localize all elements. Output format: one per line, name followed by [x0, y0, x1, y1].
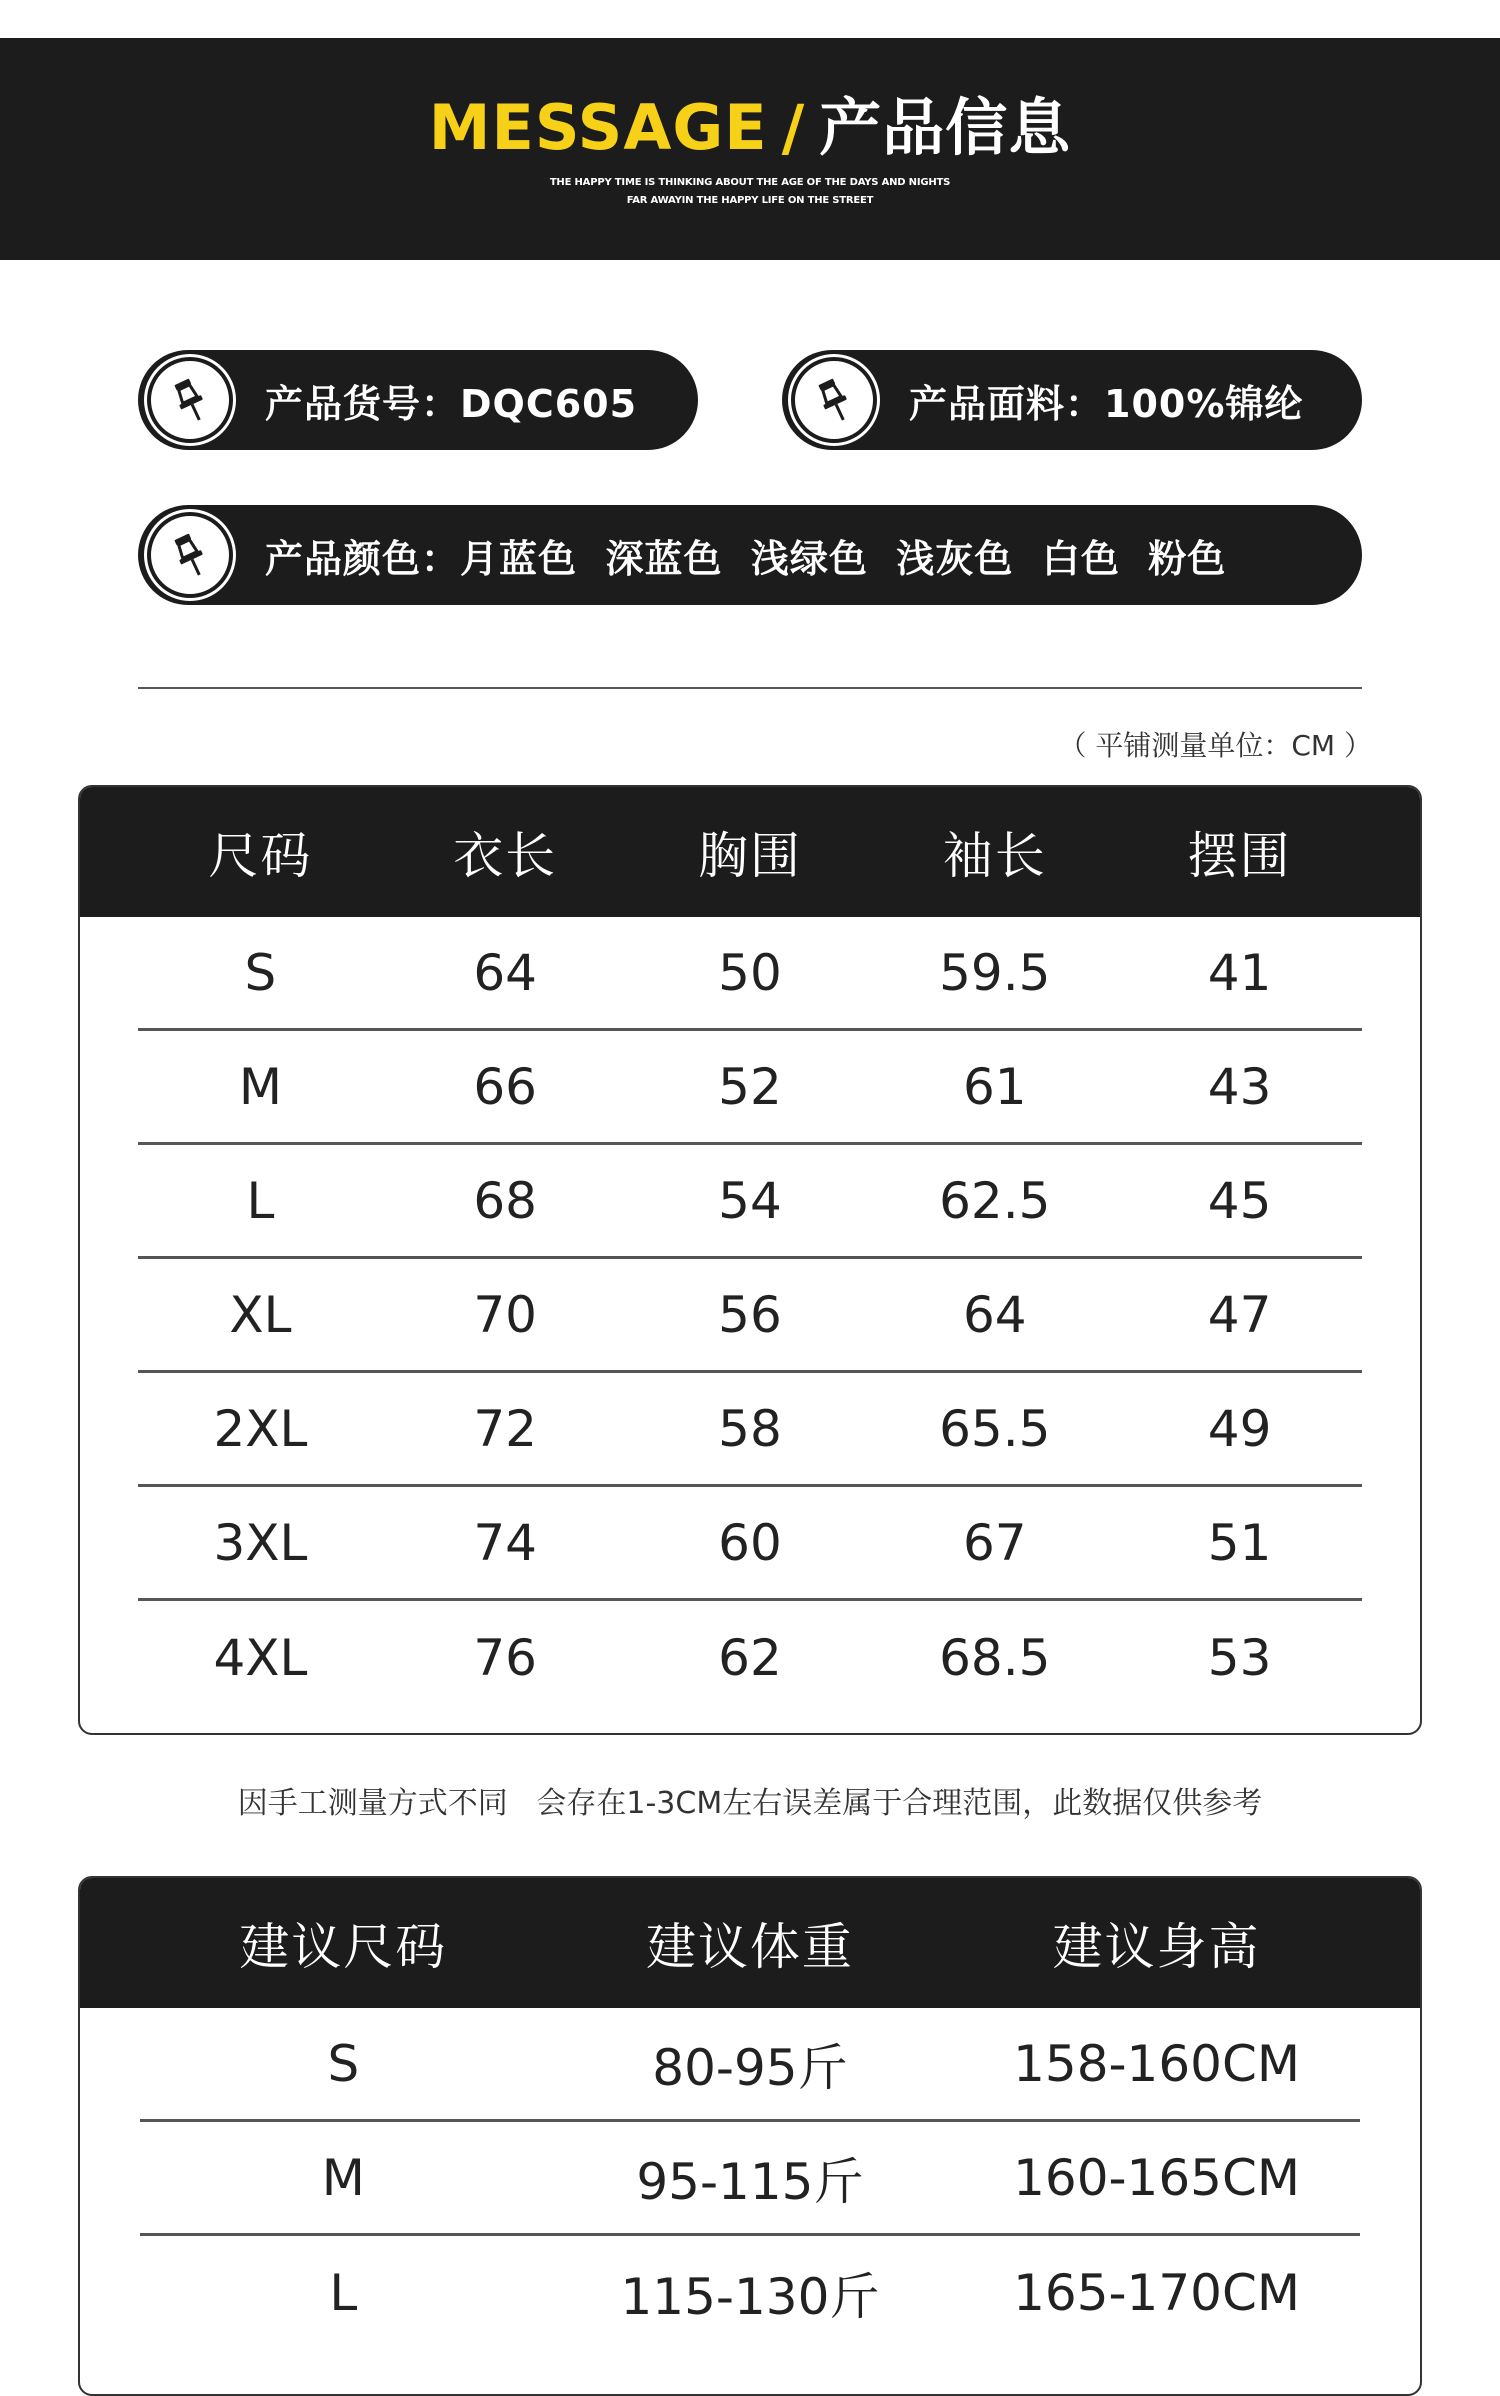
table-row	[138, 1487, 1362, 1601]
cell-rec-height: 165-170CM	[1013, 2264, 1301, 2322]
fabric-text: 产品面料：100%锦纶	[909, 381, 1304, 426]
cell-rec-weight: 80-95斤	[652, 2038, 848, 2097]
cell-size: M	[238, 1057, 282, 1116]
pushpin-icon	[147, 357, 233, 443]
banner-subtitle-line2: FAR AWAYIN THE HAPPY LIFE ON THE STREET	[626, 195, 874, 206]
size-table	[78, 785, 1422, 1735]
table-row	[138, 1373, 1362, 1487]
cell-chest: 56	[718, 1285, 782, 1344]
table-row	[138, 917, 1362, 1031]
cell-hem: 49	[1207, 1399, 1272, 1458]
cell-sleeve: 68.5	[939, 1629, 1051, 1687]
cell-hem: 47	[1207, 1285, 1272, 1344]
section-divider	[138, 687, 1362, 689]
cell-length: 66	[473, 1057, 537, 1116]
item-number-pill	[138, 350, 698, 450]
colors-pill	[138, 505, 1362, 605]
recommend-table-header	[80, 1878, 1420, 2008]
table-row	[138, 1031, 1362, 1145]
cell-chest: 52	[718, 1057, 782, 1116]
cell-length: 68	[473, 1171, 537, 1230]
header-size: 尺码	[208, 827, 313, 885]
cell-length: 72	[473, 1399, 537, 1458]
title-en: MESSAGE	[428, 91, 768, 164]
header-rec-size: 建议尺码	[239, 1918, 448, 1976]
cell-size: XL	[229, 1285, 292, 1344]
cell-chest: 54	[718, 1171, 782, 1230]
table-row	[138, 1259, 1362, 1373]
table-row	[138, 1145, 1362, 1259]
table-row	[140, 2236, 1360, 2350]
cell-chest: 60	[718, 1513, 782, 1572]
cell-length: 70	[473, 1285, 537, 1344]
cell-sleeve: 64	[962, 1285, 1027, 1344]
fabric-pill	[782, 350, 1362, 450]
cell-sleeve: 61	[962, 1057, 1027, 1116]
cell-chest: 62	[718, 1629, 782, 1687]
cell-hem: 41	[1207, 943, 1272, 1002]
header-chest: 胸围	[697, 827, 802, 885]
cell-rec-size: M	[321, 2148, 365, 2207]
cell-size: S	[244, 943, 277, 1002]
cell-hem: 45	[1207, 1171, 1272, 1230]
table-row	[140, 2122, 1360, 2236]
pushpin-icon	[791, 357, 877, 443]
header-rec-height: 建议身高	[1052, 1918, 1261, 1976]
cell-size: 3XL	[213, 1513, 308, 1572]
table-row	[138, 1601, 1362, 1715]
header-sleeve: 袖长	[942, 827, 1047, 885]
size-table-header	[80, 787, 1420, 917]
cell-size: 2XL	[213, 1399, 308, 1458]
cell-sleeve: 65.5	[939, 1399, 1051, 1458]
cell-chest: 58	[718, 1399, 782, 1458]
cell-rec-weight: 115-130斤	[620, 2268, 880, 2326]
cell-rec-weight: 95-115斤	[636, 2152, 864, 2211]
size-table-body	[80, 917, 1420, 1715]
header-length: 衣长	[453, 827, 558, 885]
banner-subtitle-line1: THE HAPPY TIME IS THINKING ABOUT THE AGE OF THE DAYS AND NIGHTS	[549, 177, 951, 188]
cell-sleeve: 67	[962, 1513, 1027, 1572]
header-hem: 摆围	[1187, 827, 1292, 885]
cell-rec-size: S	[327, 2034, 360, 2093]
header-rec-weight: 建议体重	[645, 1918, 854, 1976]
cell-size: L	[246, 1171, 275, 1230]
cell-length: 76	[473, 1629, 537, 1687]
unit-note: （ 平铺测量单位：CM ）	[1058, 729, 1372, 762]
colors-text: 产品颜色：月蓝色 深蓝色 浅绿色 浅灰色 白色 粉色	[265, 536, 1227, 581]
cell-size: 4XL	[213, 1629, 308, 1687]
cell-hem: 43	[1207, 1057, 1272, 1116]
recommend-table	[78, 1876, 1422, 2396]
cell-sleeve: 59.5	[939, 943, 1051, 1002]
cell-rec-height: 160-165CM	[1013, 2148, 1301, 2207]
cell-rec-size: L	[329, 2264, 358, 2322]
cell-hem: 53	[1207, 1629, 1272, 1687]
cell-rec-height: 158-160CM	[1013, 2034, 1301, 2093]
cell-length: 74	[473, 1513, 537, 1572]
measurement-footnote: 因手工测量方式不同 会存在1-3CM左右误差属于合理范围，此数据仅供参考	[237, 1786, 1263, 1821]
table-row	[140, 2008, 1360, 2122]
page-title	[0, 90, 1500, 166]
cell-sleeve: 62.5	[939, 1171, 1051, 1230]
pushpin-icon	[147, 512, 233, 598]
title-slash: /	[781, 91, 806, 164]
cell-hem: 51	[1207, 1513, 1272, 1572]
title-cn: 产品信息	[819, 91, 1072, 164]
item-number-text: 产品货号：DQC605	[265, 381, 638, 426]
recommend-table-body	[80, 2008, 1420, 2350]
cell-chest: 50	[718, 943, 782, 1002]
cell-length: 64	[473, 943, 537, 1002]
